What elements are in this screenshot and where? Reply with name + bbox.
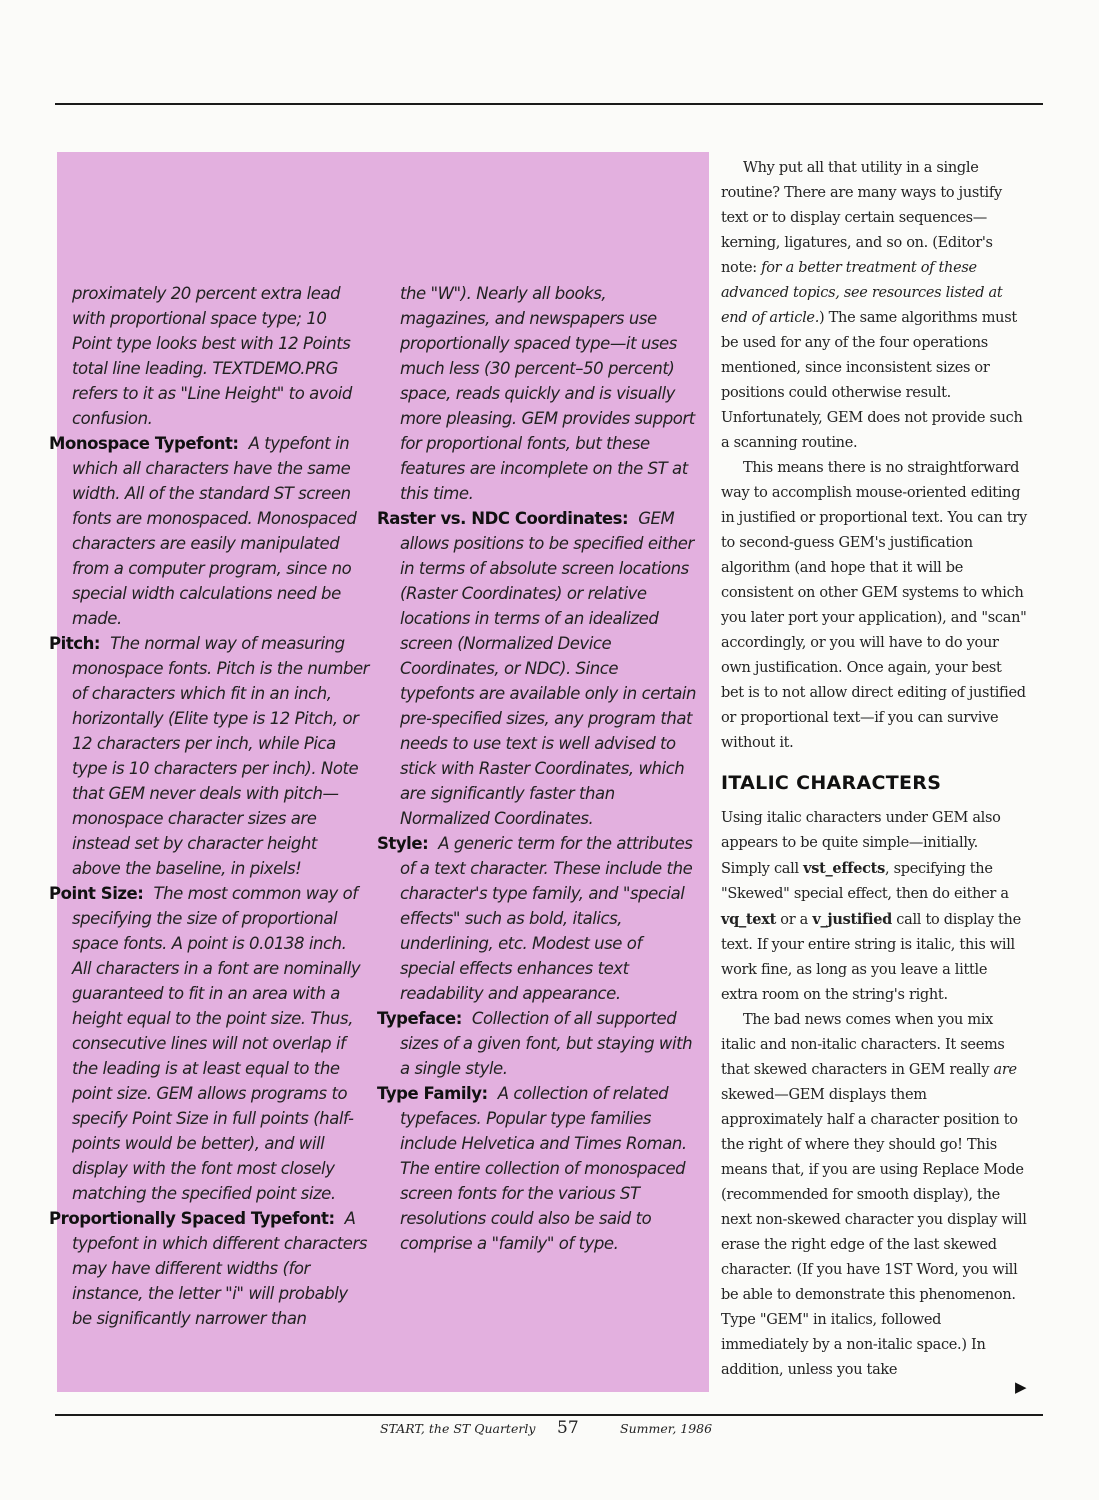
article-column: [721, 156, 1027, 1383]
glossary-definition: A generic term for the attributes of a text character. These include the character's type family, and "special effects" such as bold, italics, underlining, etc. Modest use of special effects enhances text readability and appearance.: [400, 834, 693, 1003]
glossary-term: Typeface:: [377, 1009, 462, 1028]
glossary-definition: The most common way of specifying the size of proportional space fonts. A point is 0.0138 inch. All characters in a font are nominally guaranteed to fit in an area with a height equal to the point size. Thus, consecutive lines will not overlap if the leading is at least equal to the point size. GEM allows programs to specify Point Size in full points (half-points would be better), and will display with the font most closely matching the specified point size.: [72, 884, 361, 1203]
glossary-entry: [49, 631, 369, 881]
article-text: or a: [775, 912, 813, 928]
article-text: ) The same algorithms must be used for any of the four operations mentioned, since inconsistent sizes or positions could otherwise result. Unfortunately, GEM does not provide such a scanning routine.: [721, 310, 1023, 451]
article-paragraph: [721, 156, 1027, 456]
function-name: v_justified: [812, 911, 892, 928]
glossary-entry: [377, 831, 697, 1006]
article-paragraph: This means there is no straightforward way to accomplish mouse-oriented editing in justified or proportional text. You can try to second-guess GEM's justification algorithm (and hope that it will be consistent on other GEM systems to which you later port your application), and "scan" accordingly, or you will have to do your own justification. Once again, your best bet is to not allow direct editing of justified or proportional text—if you can survive without it.: [721, 460, 1027, 751]
glossary-continuation: the "W"). Nearly all books, magazines, and newspapers use proportionally spaced type—it uses much less (30 percent–50 percent) space, reads quickly and is visually more pleasing. GEM provides support for proportional fonts, but these features are incomplete on the ST at this time.: [400, 284, 695, 503]
article-text: , specifying the "Skewed" special effect, then do either a: [721, 861, 1009, 902]
editors-note: for a better treatment of these advanced topics, see resources listed at end of article.: [721, 260, 1003, 326]
glossary-entry: [377, 506, 697, 831]
article-text: Using italic characters under GEM also appears to be quite simple—initially. Simply call: [721, 810, 1001, 877]
glossary-entry: [377, 1081, 697, 1256]
glossary-column-1: [49, 281, 369, 1331]
glossary-term: Monospace Typefont:: [49, 434, 239, 453]
continue-arrow-icon: ▶: [1015, 1378, 1027, 1396]
bottom-rule: [55, 1414, 1043, 1416]
glossary-definition: A collection of related typefaces. Popular type families include Helvetica and Times Roman. The entire collection of monospaced screen fonts for the various ST resolutions could also be said to comprise a "family" of type.: [400, 1084, 687, 1253]
page-number: 57: [557, 1418, 579, 1438]
article-text: Why put all that utility in a single routine? There are many ways to justify text or to display certain sequences—kerning, ligatures, and so on. (Editor's note:: [721, 160, 1002, 276]
glossary-entry: [377, 1006, 697, 1081]
glossary-term: Proportionally Spaced Typefont:: [49, 1209, 335, 1228]
emphasis: are: [993, 1062, 1017, 1078]
glossary-definition: GEM allows positions to be specified either in terms of absolute screen locations (Raster Coordinates) or relative locations in terms of an idealized screen (Normalized Device Coordinates, or NDC). Since typefonts are available only in certain pre-specified sizes, any program that needs to use text is well advised to stick with Raster Coordinates, which are significantly faster than Normalized Coordinates.: [400, 509, 697, 828]
glossary-term: Pitch:: [49, 634, 101, 653]
page-footer: [0, 1418, 1099, 1442]
glossary-term: Point Size:: [49, 884, 144, 903]
function-name: vst_effects: [803, 860, 885, 877]
glossary-definition: The normal way of measuring monospace fonts. Pitch is the number of characters which fit in an inch, horizontally (Elite type is 12 Pitch, or 12 characters per inch, while Pica type is 10 characters per inch). Note that GEM never deals with pitch—monospace character sizes are instead set by character height above the baseline, in pixels!: [72, 634, 370, 878]
glossary-entry: [49, 881, 369, 1206]
glossary-term: Type Family:: [377, 1084, 488, 1103]
publication-name: START, the ST Quarterly: [380, 1421, 536, 1436]
article-text: The bad news comes when you mix italic and non-italic characters. It seems that skewed characters in GEM really: [721, 1012, 1005, 1078]
glossary-entry: [49, 1206, 369, 1331]
glossary-column-2: [377, 281, 697, 1256]
section-heading: ITALIC CHARACTERS: [721, 772, 942, 794]
glossary-term: Raster vs. NDC Coordinates:: [377, 509, 629, 528]
function-name: vq_text: [721, 911, 776, 928]
glossary-term: Style:: [377, 834, 429, 853]
glossary-definition: Collection of all supported sizes of a given font, but staying with a single style.: [400, 1009, 693, 1078]
glossary-definition: A typefont in which different characters may have different widths (for instance, the letter "i" will probably be significantly narrower than: [72, 1209, 367, 1328]
issue-date: Summer, 1986: [620, 1421, 713, 1436]
article-paragraph: [721, 806, 1027, 1008]
top-rule: [55, 103, 1043, 105]
glossary-definition: A typefont in which all characters have the same width. All of the standard ST screen fonts are monospaced. Monospaced characters are easily manipulated from a computer program, since no special width calculations need be made.: [72, 434, 357, 628]
article-text: call to display the text. If your entire string is italic, this will work fine, as long as you leave a little extra room on the string's right.: [721, 912, 1021, 1003]
glossary-entry: [49, 431, 369, 631]
glossary-continuation: proximately 20 percent extra lead with proportional space type; 10 Point type looks best with 12 Points total line leading. TEXTDEMO.PRG refers to it as "Line Height" to avoid confusion.: [72, 284, 352, 428]
article-text: skewed—GEM displays them approximately half a character position to the right of where they should go! This means that, if you are using Replace Mode (recommended for smooth display), the next non-skewed character you display will erase the right edge of the last skewed character. (If you have 1ST Word, you will be able to demonstrate this phenomenon. Type "GEM" in italics, followed immediately by a non-italic space.) In addition, unless you take: [721, 1087, 1027, 1378]
article-paragraph: [721, 1008, 1027, 1383]
